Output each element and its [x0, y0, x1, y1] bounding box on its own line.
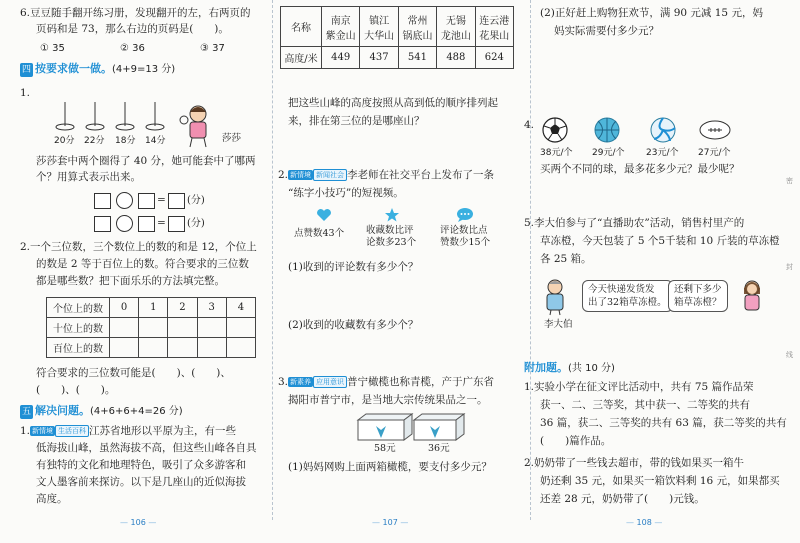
page-number-106: — 106 — — [120, 518, 157, 527]
bonus-title: 附加题。 — [524, 361, 568, 374]
operator-circle[interactable] — [116, 192, 133, 209]
q1-number: 1. — [20, 87, 31, 99]
operator-circle[interactable] — [116, 215, 133, 232]
bonus-q1-line1: 1.实验小学在征文评比活动中，共有 75 篇作品荣 — [524, 381, 754, 393]
q3-sub1: (1)妈妈网购上面两箱橄榄，要支付多少元？ — [288, 461, 492, 473]
page-107 — [270, 0, 530, 543]
q3-heading — [278, 375, 494, 389]
page-108 — [524, 0, 800, 543]
bonus-q2-line2: 奶还剩 35 元，如果买一箱饮料剩 16 元，如果都买 — [540, 475, 780, 487]
tag-new-context: 新情境 — [32, 427, 54, 435]
q3-sub2-line1: (2)正好赶上购物狂欢节，满 90 元减 15 元，妈 — [540, 7, 763, 19]
blank-cell[interactable] — [197, 338, 226, 358]
equals-sign: = — [157, 194, 166, 206]
q3-text: 普宁橄榄也称青榄，产于广东省 — [347, 376, 495, 388]
bonus-q1-line2: 获一、二、三等奖，其中获一、二等奖的共有 — [540, 399, 750, 411]
digit-cell: 3 — [197, 298, 226, 318]
q4-question: 买两个不同的球，最多花多少元？最少呢？ — [540, 163, 740, 175]
q2-sub1: (1)收到的评论数有多少个？ — [288, 261, 419, 273]
section-4-score: (4+9=13 分) — [112, 64, 176, 75]
q-intro-number: 1. — [20, 425, 31, 437]
blank-cell[interactable] — [168, 318, 197, 338]
blank-cell[interactable] — [110, 338, 139, 358]
uncle-li-illustration — [540, 278, 570, 316]
olive-boxes-illustration — [354, 412, 466, 442]
q-intro-line5: 高度。 — [36, 493, 68, 505]
q2-sub2: (2)收到的收藏数有多少个？ — [288, 319, 419, 331]
q3-line2: 揭阳市普宁市，是当地大宗传统果品之一。 — [288, 394, 488, 406]
q2-text: 李老师在社交平台上发布了一条 — [347, 169, 495, 181]
section-4-number: 四 — [22, 65, 32, 75]
peg-score-3: 18分 — [115, 136, 136, 146]
digit-cell: 0 — [110, 298, 139, 318]
digit-table — [46, 297, 256, 358]
blank-cell[interactable] — [226, 338, 255, 358]
peg-score-4: 14分 — [145, 136, 166, 146]
q5-line1: 5.李大伯参与了“直播助农”活动，销售村里产的 — [524, 217, 745, 229]
q2-line3: 都是哪些数？把下面乐乐的方法填完整。 — [36, 275, 225, 287]
soccer-ball-icon — [540, 116, 570, 144]
row-header-ones: 个位上的数 — [47, 298, 110, 318]
blank-cell[interactable] — [139, 318, 168, 338]
q-intro-text: 江苏省地形以平原为主，有一些 — [89, 425, 237, 437]
q5-line2: 草冻橙，今天包装了 5 个5千装和 10 斤装的草冻橙 — [540, 235, 780, 247]
row-header-tens: 十位上的数 — [47, 318, 110, 338]
bonus-q2-line1: 2.奶奶带了一些钱去超市，带的钱如果买一箱牛 — [524, 457, 745, 469]
mountain-name-cell: 连云港 花果山 — [475, 7, 513, 47]
bonus-q1-line3: 36 篇，获二、三等奖的共有 63 篇，获二等奖的共有 — [540, 417, 787, 429]
answer-box[interactable] — [138, 193, 155, 209]
page-number-107: — 107 — — [372, 518, 409, 527]
height-cell: 488 — [437, 47, 475, 69]
comments-stat: 评论数比点 赞数少15个 — [440, 225, 491, 248]
speech-bubble-shipped: 今天快递发货发 出了32箱草冻橙。 — [582, 280, 673, 312]
q2-line2: “练字小技巧”的短视频。 — [288, 187, 404, 199]
tag-new-context: 新情境 — [290, 171, 312, 179]
q-intro-line1 — [20, 424, 236, 438]
q5-line3: 各 25 箱。 — [540, 253, 592, 265]
star-icon — [384, 207, 400, 222]
basketball-icon — [592, 116, 622, 144]
mountain-q-line1: 把这些山峰的高度按照从高到低的顺序排列起 — [288, 97, 498, 109]
q-intro-line4: 文人墨客前来探访。以下是几座山的近似海拔 — [36, 476, 246, 488]
answer-box[interactable] — [94, 216, 111, 232]
mountain-height-table — [280, 6, 514, 69]
q-intro-line2: 低海拔山峰，虽然海拔不高，但这些山峰各自具 — [36, 442, 257, 454]
tag-news-society: 新闻社会 — [313, 169, 347, 181]
mountain-q-line2: 来，排在第三位的是哪座山？ — [288, 115, 425, 127]
bonus-heading — [524, 361, 615, 376]
q2-number: 2. — [278, 169, 289, 181]
page-106 — [0, 0, 270, 543]
binding-edge-mark: 封 — [786, 263, 793, 271]
blank-cell[interactable] — [197, 318, 226, 338]
q2-line1: 2.一个三位数，三个数位上的数的和是 12，个位上 — [20, 241, 257, 253]
girl-illustration — [738, 278, 766, 316]
answer-box[interactable] — [94, 193, 111, 209]
girl-name-label: 莎莎 — [222, 133, 242, 144]
blank-cell[interactable] — [168, 338, 197, 358]
rugby-ball-icon — [698, 118, 732, 142]
ball-price-3: 23元/个 — [646, 148, 679, 158]
page-number-108: — 108 — — [626, 518, 663, 527]
height-cell: 437 — [360, 47, 398, 69]
likes-count: 点赞数43个 — [294, 228, 345, 239]
speech-bubble-remaining: 还剩下多少 箱草冻橙？ — [668, 280, 728, 312]
q2-answer-line2: ( )、( )。 — [36, 384, 116, 396]
section-5-title: 解决问题。 — [35, 404, 91, 417]
box-price-2: 36元 — [428, 443, 450, 454]
answer-box[interactable] — [168, 216, 185, 232]
mountain-name-cell: 无锡 龙池山 — [437, 7, 475, 47]
q6-line2: 页码和是 73，那么右边的页码是( )。 — [36, 23, 229, 35]
tag-application: 应用意识 — [313, 376, 347, 388]
ball-price-1: 38元/个 — [540, 148, 573, 158]
favorites-stat: 收藏数比评 论数多23个 — [366, 225, 417, 248]
row-header-hundreds: 百位上的数 — [47, 338, 110, 358]
peg-score-2: 22分 — [84, 136, 105, 146]
section-5-number: 五 — [22, 407, 32, 417]
binding-edge-mark: 密 — [786, 177, 793, 185]
q3-sub2-line2: 妈实际需要付多少元？ — [554, 25, 659, 37]
q4-number: 4. — [524, 119, 535, 131]
height-cell: 624 — [475, 47, 513, 69]
digit-cell: 4 — [226, 298, 255, 318]
box-price-1: 58元 — [374, 443, 396, 454]
bonus-q2-line3: 还差 28 元，奶奶带了( )元钱。 — [540, 493, 705, 505]
q3-number: 3. — [278, 376, 289, 388]
mountain-name-cell: 南京 紫金山 — [322, 7, 360, 47]
blank-cell[interactable] — [110, 318, 139, 338]
height-cell: 449 — [322, 47, 360, 69]
mountain-name-cell: 镇江 大华山 — [360, 7, 398, 47]
ring-toss-pegs-illustration — [50, 100, 170, 132]
comment-icon — [456, 207, 474, 223]
q6-option-b: ② 36 — [120, 43, 145, 54]
volleyball-icon — [648, 116, 678, 144]
section-4-title: 按要求做一做。 — [35, 62, 113, 75]
tag-life-encyclopedia: 生活百科 — [55, 425, 89, 437]
height-cell: 541 — [398, 47, 436, 69]
q6-option-c: ③ 37 — [200, 43, 225, 54]
unit-label: (分) — [187, 218, 205, 229]
ball-price-2: 29元/个 — [592, 148, 625, 158]
q6-option-a: ① 35 — [40, 43, 65, 54]
section-5-score: (4+6+6+4=26 分) — [90, 406, 183, 417]
answer-box[interactable] — [168, 193, 185, 209]
section-4-heading — [20, 62, 175, 77]
q6-line1: 6.豆豆随手翻开练习册，发现翻开的左，右两页的 — [20, 7, 251, 19]
bonus-q1-line4: ( )篇作品。 — [540, 435, 612, 447]
answer-box[interactable] — [138, 216, 155, 232]
digit-cell: 1 — [139, 298, 168, 318]
q2-heading — [278, 168, 494, 182]
digit-cell: 2 — [168, 298, 197, 318]
peg-score-1: 20分 — [54, 136, 75, 146]
bonus-score: (共 10 分) — [568, 363, 615, 374]
unit-label: (分) — [187, 195, 205, 206]
girl-susu-illustration — [178, 104, 218, 148]
q2-answer-line1: 符合要求的三位数可能是( )、( )、 — [36, 367, 231, 379]
q1-line1: 莎莎套中两个圈得了 40 分，她可能套中了哪两 — [36, 155, 256, 167]
blank-cell[interactable] — [226, 318, 255, 338]
tag-new-literacy: 新素养 — [290, 378, 312, 386]
binding-edge-mark: 线 — [786, 351, 793, 359]
blank-cell[interactable] — [139, 338, 168, 358]
ball-price-4: 27元/个 — [698, 148, 731, 158]
q1-line2: 个？用算式表示出来。 — [36, 171, 141, 183]
section-5-heading — [20, 404, 183, 419]
q2-line2: 的数是 2 等于百位上的数。符合要求的三位数 — [36, 258, 249, 270]
mountain-name-cell: 常州 锅底山 — [398, 7, 436, 47]
equals-sign: = — [157, 217, 166, 229]
q-intro-line3: 有独特的文化和地理特色，吸引了众多游客和 — [36, 459, 246, 471]
uncle-li-label: 李大伯 — [544, 319, 573, 330]
table-header-label: 名称 — [281, 7, 322, 47]
heart-icon — [316, 208, 332, 222]
height-row-label: 高度/米 — [281, 47, 322, 69]
